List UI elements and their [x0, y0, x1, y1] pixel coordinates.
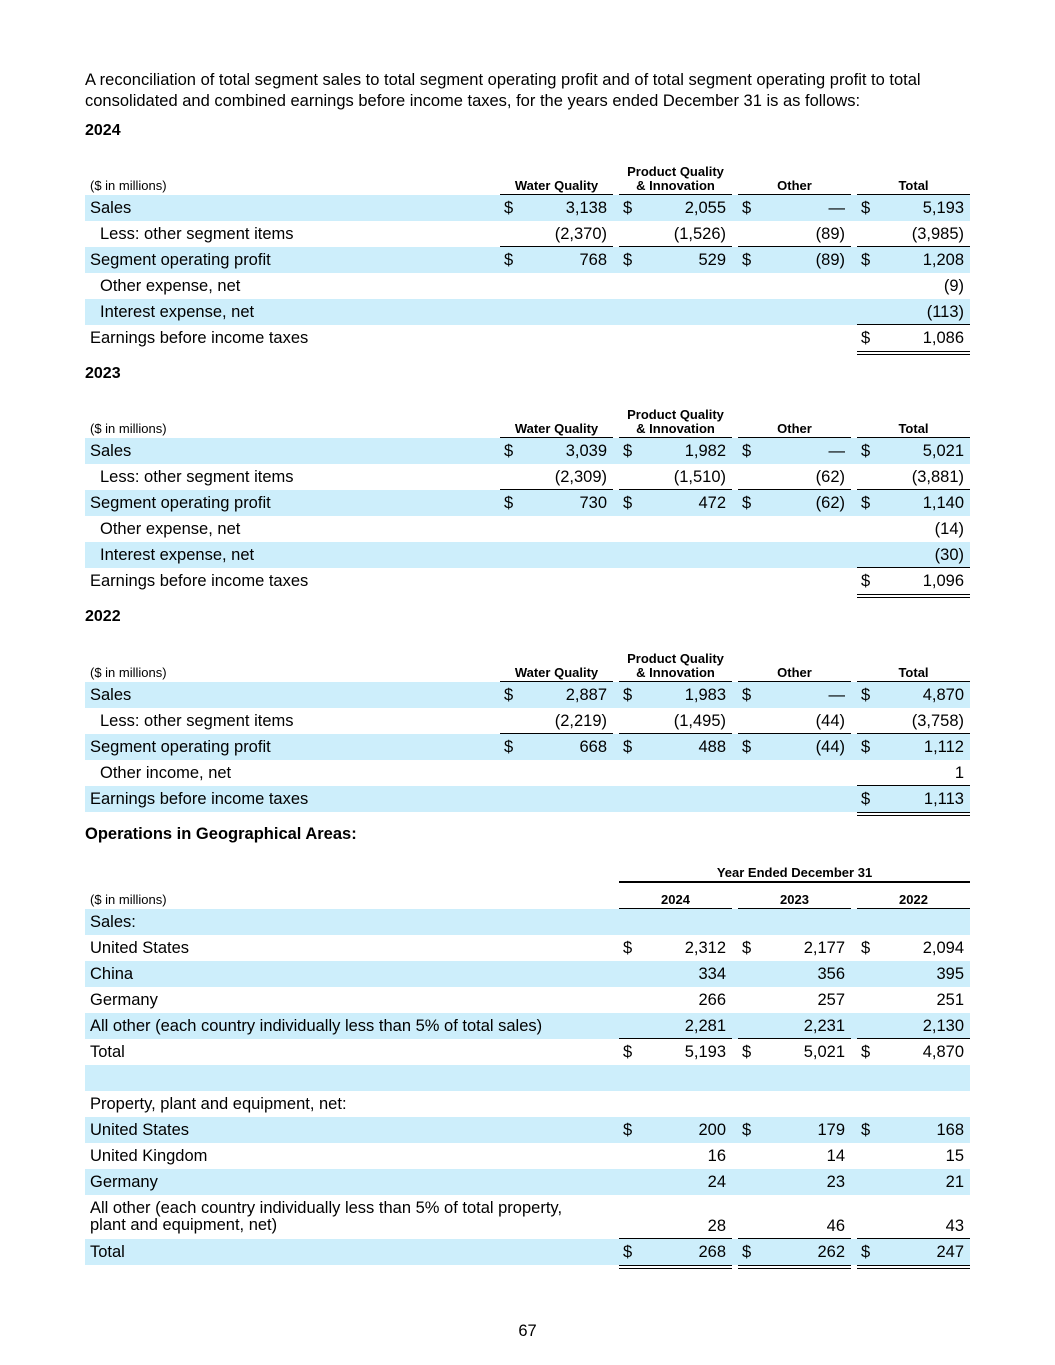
- table-row: United Kingdom 16 14 15: [90, 1147, 964, 1165]
- geo-section-title: Operations in Geographical Areas:: [85, 825, 357, 843]
- table-row: Earnings before income taxes $ 1,086: [85, 325, 970, 351]
- segment-table-2022: [85, 646, 970, 812]
- table-row: Earnings before income taxes $ 1,096: [85, 568, 970, 594]
- table-row: All other (each country individually less than 5% of total sales) 2,281 2,231 2,130: [85, 1013, 970, 1039]
- table-row: Less: other segment items (2,309) (1,510) (62) (3,881): [85, 464, 970, 490]
- table-row: Sales $ 3,039 $ 1,982 $ — $ 5,021: [85, 438, 970, 464]
- table-row: United States $ 2,312 $ 2,177 $ 2,094: [90, 939, 964, 957]
- table-row: Property, plant and equipment, net:: [90, 1095, 347, 1113]
- geo-table-header: Year Ended December 31 ($ in millions) 2024 2023 2022: [85, 865, 970, 909]
- unit-label: ($ in millions): [90, 178, 167, 193]
- spacer-row: [85, 1065, 970, 1091]
- year-heading-2023: 2023: [85, 365, 121, 382]
- table-row: All other (each country individually less than 5% of total property, plant and equipment, net) 28 46 43: [85, 1195, 970, 1239]
- table-header: ($ in millions) Water Quality Product Quality & Innovation Other Total: [85, 646, 970, 682]
- table-row: Sales $ 2,887 $ 1,983 $ — $ 4,870: [85, 682, 970, 708]
- table-row: Sales $ 3,138 $ 2,055 $ — $ 5,193: [85, 195, 970, 221]
- table-row: Germany 266 257 251: [90, 991, 964, 1009]
- table-row: Segment operating profit $ 768 $ 529 $ (89) $ 1,208: [85, 247, 970, 273]
- table-row: Sales:: [85, 909, 970, 935]
- table-row: Segment operating profit $ 668 $ 488 $ (44) $ 1,112: [85, 734, 970, 760]
- table-row: United States $ 200 $ 179 $ 168: [85, 1117, 970, 1143]
- year-heading-2022: 2022: [85, 608, 121, 625]
- col-total: Total: [857, 179, 970, 193]
- table-row: Less: other segment items (2,219) (1,495) (44) (3,758): [85, 708, 970, 734]
- table-row: China 334 356 395: [85, 961, 970, 987]
- table-row: Total $ 268 $ 262 $ 247: [85, 1239, 970, 1265]
- col-other: Other: [738, 179, 851, 193]
- table-row: Earnings before income taxes $ 1,113: [85, 786, 970, 812]
- col-product-quality: Product Quality & Innovation: [619, 165, 732, 193]
- table-row: Other expense, net (9): [100, 277, 964, 295]
- year-ended-header: Year Ended December 31: [619, 865, 970, 880]
- table-row: Segment operating profit $ 730 $ 472 $ (62) $ 1,140: [85, 490, 970, 516]
- segment-table-2023: [85, 402, 970, 594]
- table-row: Less: other segment items (2,370) (1,526) (89) (3,985): [85, 221, 970, 247]
- table-row: Total $ 5,193 $ 5,021 $ 4,870: [85, 1039, 970, 1065]
- table-row: Interest expense, net (113): [85, 299, 970, 325]
- table-row: Interest expense, net (30): [85, 542, 970, 568]
- geo-table: [85, 865, 970, 1265]
- table-row: Other expense, net (14): [100, 520, 964, 538]
- table-header: [85, 159, 970, 195]
- table-header: ($ in millions) Water Quality Product Quality & Innovation Other Total: [85, 402, 970, 438]
- intro-paragraph: A reconciliation of total segment sales to total segment operating profit and of total segment operating profit to total consolidated and combined earnings before income taxes, for the years ended December 31 is as follows:: [85, 71, 921, 110]
- table-row: Germany 24 23 21: [85, 1169, 970, 1195]
- year-heading-2024: 2024: [85, 122, 121, 139]
- table-row: Other income, net 1: [85, 760, 970, 786]
- segment-table-2024: [85, 159, 970, 351]
- page-number: 67: [518, 1322, 537, 1340]
- col-water-quality: Water Quality: [500, 179, 613, 193]
